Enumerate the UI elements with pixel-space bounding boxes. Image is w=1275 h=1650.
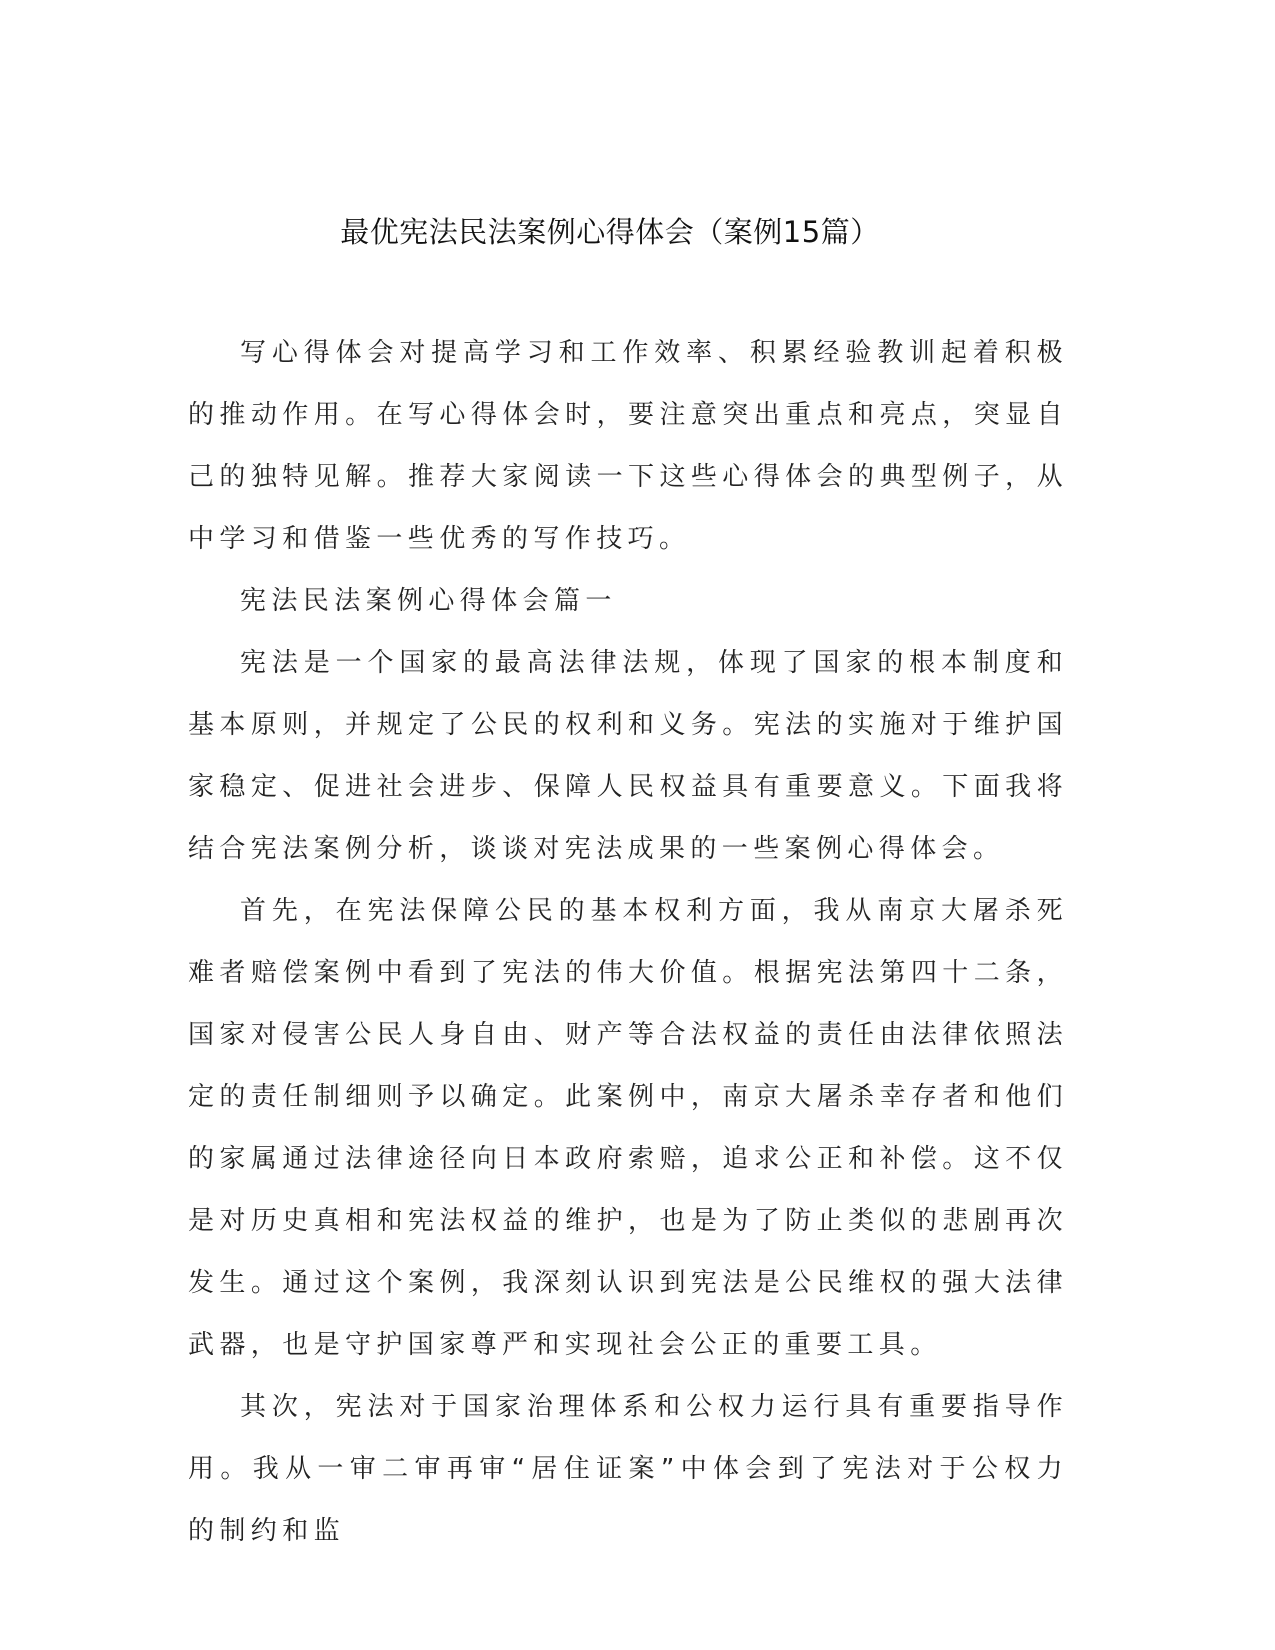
paragraph: 其次，宪法对于国家治理体系和公权力运行具有重要指导作用。我从一审二审再审“居住证案”中体会到了宪法对于公权力的制约和监	[188, 1392, 1068, 1546]
document-body	[188, 322, 1068, 1562]
paragraph-intro: 写心得体会对提高学习和工作效率、积累经验教训起着积极的推动作用。在写心得体会时，要注意突出重点和亮点，突显自己的独特见解。推荐大家阅读一下这些心得体会的典型例子，从中学习和借鉴一些优秀的写作技巧。	[188, 338, 1068, 554]
document-title: 最优宪法民法案例心得体会（案例15篇）	[340, 215, 880, 249]
section-heading: 宪法民法案例心得体会篇一	[240, 586, 617, 616]
paragraph: 首先，在宪法保障公民的基本权利方面，我从南京大屠杀死难者赔偿案例中看到了宪法的伟大价值。根据宪法第四十二条，国家对侵害公民人身自由、财产等合法权益的责任由法律依照法定的责任制细则予以确定。此案例中，南京大屠杀幸存者和他们的家属通过法律途径向日本政府索赔，追求公正和补偿。这不仅是对历史真相和宪法权益的维护，也是为了防止类似的悲剧再次发生。通过这个案例，我深刻认识到宪法是公民维权的强大法律武器，也是守护国家尊严和实现社会公正的重要工具。	[188, 896, 1068, 1360]
paragraph: 宪法是一个国家的最高法律法规，体现了国家的根本制度和基本原则，并规定了公民的权利和义务。宪法的实施对于维护国家稳定、促进社会进步、保障人民权益具有重要意义。下面我将结合宪法案例分析，谈谈对宪法成果的一些案例心得体会。	[188, 648, 1068, 864]
